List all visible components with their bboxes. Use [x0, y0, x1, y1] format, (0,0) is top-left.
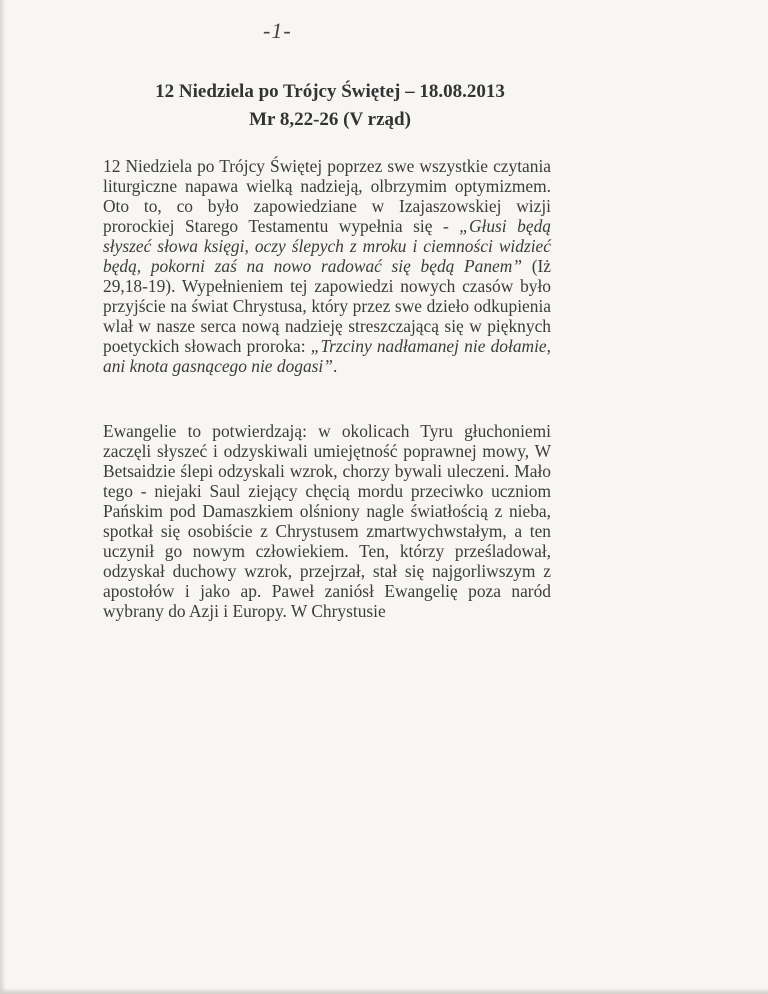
scan-shadow-bottom [0, 988, 768, 994]
isaiah-quote: „Głusi będą słyszeć słowa księgi, oczy ślepych z mroku i ciemności widzieć będą, pokorni zaś na nowo radować się będą Panem” [103, 216, 551, 276]
sermon-title: 12 Niedziela po Trójcy Świętej – 18.08.2013 [155, 81, 505, 102]
sermon-scripture-reference: Mr 8,22-26 (V rząd) [249, 109, 411, 130]
paragraph-intro [103, 156, 551, 376]
paragraph-text: (Iż 29,18-19). Wypełnieniem tej zapowiedzi nowych czasów było przyjście na świat Chrystusa, który przez swe dzieło odkupienia wlał w nasze serca nową nadzieję streszczającą się w pięknych poetyckich słowach proroka: [103, 256, 552, 356]
page-number: -1- [263, 18, 292, 43]
paragraph-text: . [332, 356, 338, 376]
prophet-quote: „Trzciny nadłamanej nie dołamie, ani knota gasnącego nie dogasi” [103, 336, 551, 376]
paragraph-text: 12 Niedziela po Trójcy Świętej poprzez swe wszystkie czytania liturgiczne napawa wielką nadzieją, olbrzymim optymizmem. Oto to, co było zapowiedziane w Izajaszowskiej wizji prorockiej Starego Testamentu wypełnia się - [103, 156, 551, 236]
paragraph-gospels [103, 421, 551, 621]
sermon-header [100, 78, 560, 134]
scan-shadow-left [0, 0, 6, 994]
paragraph-text: Ewangelie to potwierdzają: w okolicach Tyru głuchoniemi zaczęli słyszeć i odzyskiwali umiejętność poprawnej mowy, W Betsaidzie ślepi odzyskali wzrok, chorzy bywali uleczeni. Mało tego - niejaki Saul ziejący chęcią mordu przeciwko uczniom Pańskim pod Damaszkiem olśniony nagle światłością z nieba, spotkał się osobiście z Chrystusem zmartwychwstałym, a ten uczynił go nowym człowiekiem. Ten, którzy prześladował, odzyskał duchowy wzrok, przejrzał, stał się najgorliwszym z apostołów i jako ap. Paweł zaniósł Ewangelię poza naród wybrany do Azji i Europy. W Chrystusie [103, 421, 551, 621]
